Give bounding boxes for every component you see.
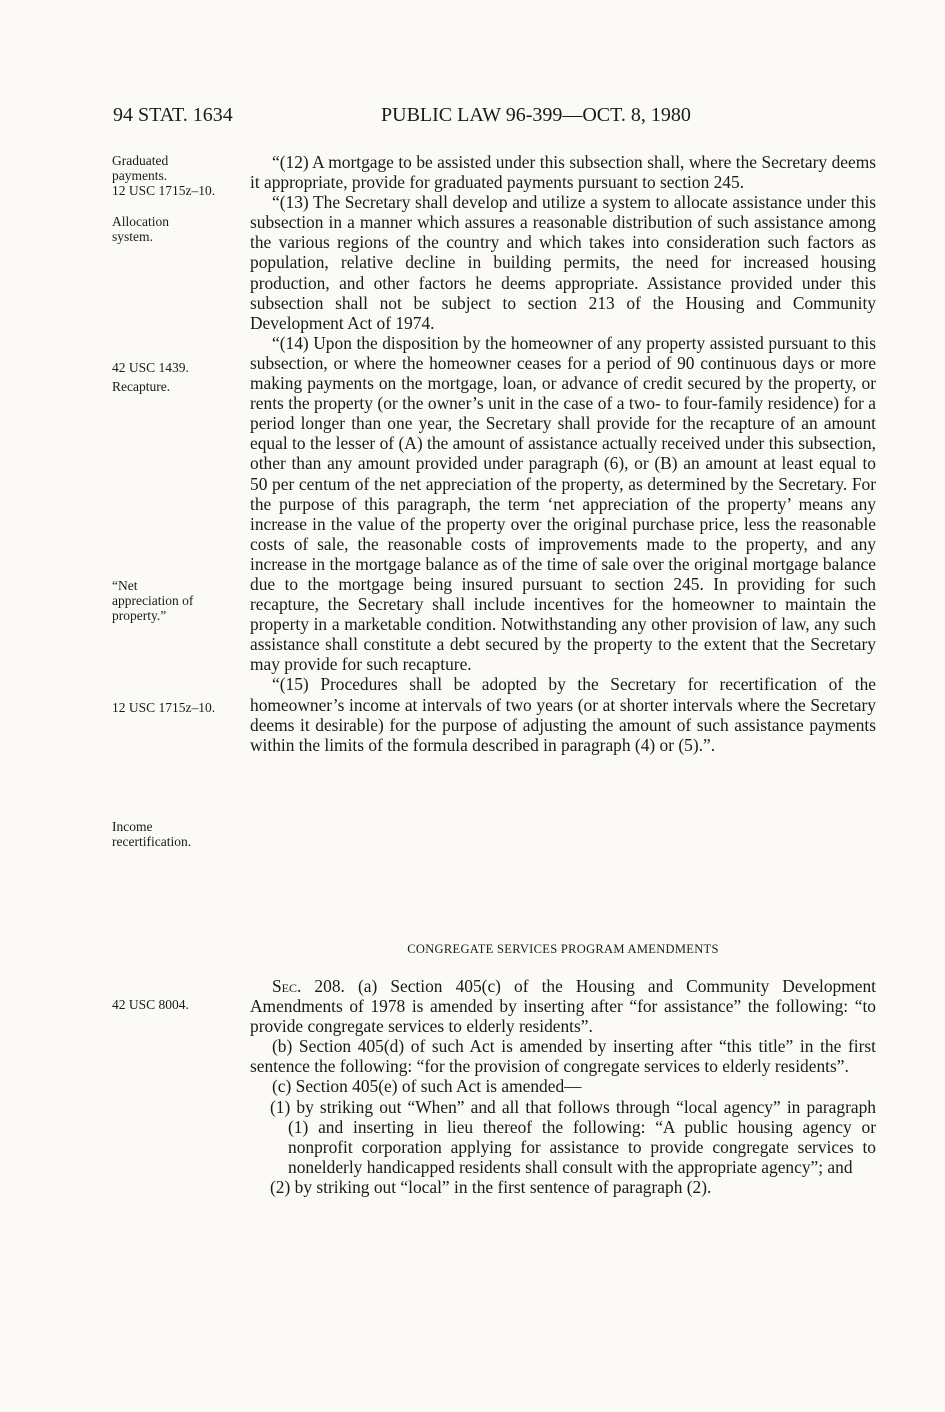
section-heading: CONGREGATE SERVICES PROGRAM AMENDMENTS xyxy=(407,942,719,956)
list-item-1: (1) by striking out “When” and all that follows through “local agency” in paragraph (1) and inserting in lieu thereof the following: “A public housing agency or nonprofit corporation applying for assistance to provide congregate services to nonelderly handicapped residents shall consult with the appropriate agency”; and xyxy=(270,1096,876,1177)
margin-note-income-recertification: Income recertification. xyxy=(112,819,192,849)
stat-reference: 94 STAT. 1634 xyxy=(113,104,233,126)
paragraph-12: “(12) A mortgage to be assisted under this subsection shall, where the Secretary deems it appropriate, provide for graduated payments pursuant to section 245. xyxy=(250,152,876,193)
section-label: Sec. xyxy=(272,976,302,996)
list-item-2: (2) by striking out “local” in the first sentence of paragraph (2). xyxy=(270,1176,712,1197)
margin-note-allocation-system: Allocation system. xyxy=(112,214,169,244)
paragraph-13: “(13) The Secretary shall develop and utilize a system to allocate assistance under this subsection in a manner which assures a reasonable distribution of such assistance among the various regions of the country and which takes into consideration such factors as population, relative decline in building permits, the need for increased housing production, and other factors he deems appropriate. Assistance provided under this subsection shall not be subject to section 213 of the Housing and Community Development Act of 1974. xyxy=(250,192,876,333)
margin-note-usc-citation: 12 USC 1715z–10. xyxy=(112,700,216,715)
paragraph-15: “(15) Procedures shall be adopted by the Secretary for recertification of the homeowner’s income at intervals of two years (or at shorter intervals where the Secretary deems it desirable) for the purpose of adjusting the amount of such assistance payments within the limits of the formula described in paragraph (4) or (5).”. xyxy=(250,674,876,755)
page-header xyxy=(113,104,878,132)
body-text-section-208 xyxy=(250,976,876,1197)
section-208-b: (b) Section 405(d) of such Act is amended by inserting after “this title” in the first sentence the following: “for the provision of congregate services to elderly residents”. xyxy=(250,1036,876,1077)
law-title: PUBLIC LAW 96-399—OCT. 8, 1980 xyxy=(381,104,691,126)
paragraph-14: “(14) Upon the disposition by the homeowner of any property assisted pursuant to this subsection, or where the homeowner ceases for a period of 90 continuous days or more making payments on the mortgage, loan, or advance of credit secured by the property, or rents the property (or the owner’s unit in the case of a two- to four-family residence) for a period longer than one year, the Secretary shall provide for the recapture of an amount equal to the lesser of (A) the amount of assistance actually received under this subsection, other than any amount provided under paragraph (6), or (B) an amount at least equal to 50 per centum of the net appreciation of the property, as determined by the Secretary. For the purpose of this paragraph, the term ‘net appreciation of the property’ means any increase in the value of the property over the original purchase price, less the reasonable costs of sale, the reasonable costs of improvements made to the property, and any increase in the mortgage balance as of the time of sale over the original mortgage balance due to the mortgage being insured pursuant to section 245. In providing for such recapture, the Secretary shall include incentives for the homeowner to maintain the property in a marketable condition. Notwithstanding any other provision of law, any such assistance shall constitute a debt secured by the property to the extent that the Secretary may provide for such recapture. xyxy=(250,332,876,675)
section-208-a: Sec. 208. (a) Section 405(c) of the Housing and Community Development Amendments of 1978 is amended by inserting after “for assistance” the following: “to provide congregate services to elderly residents”. xyxy=(250,976,876,1037)
margin-note-net-appreciation: “Net appreciation of property.” xyxy=(112,578,194,623)
section-208-c: (c) Section 405(e) of such Act is amended— xyxy=(272,1076,582,1097)
margin-note-recapture: 42 USC 1439. Recapture. xyxy=(112,360,189,394)
margin-note-graduated-payments: Graduated payments. 12 USC 1715z–10. xyxy=(112,153,216,198)
margin-note-42-usc-8004: 42 USC 8004. xyxy=(112,997,189,1012)
body-text-paragraphs-12-15 xyxy=(250,152,876,755)
